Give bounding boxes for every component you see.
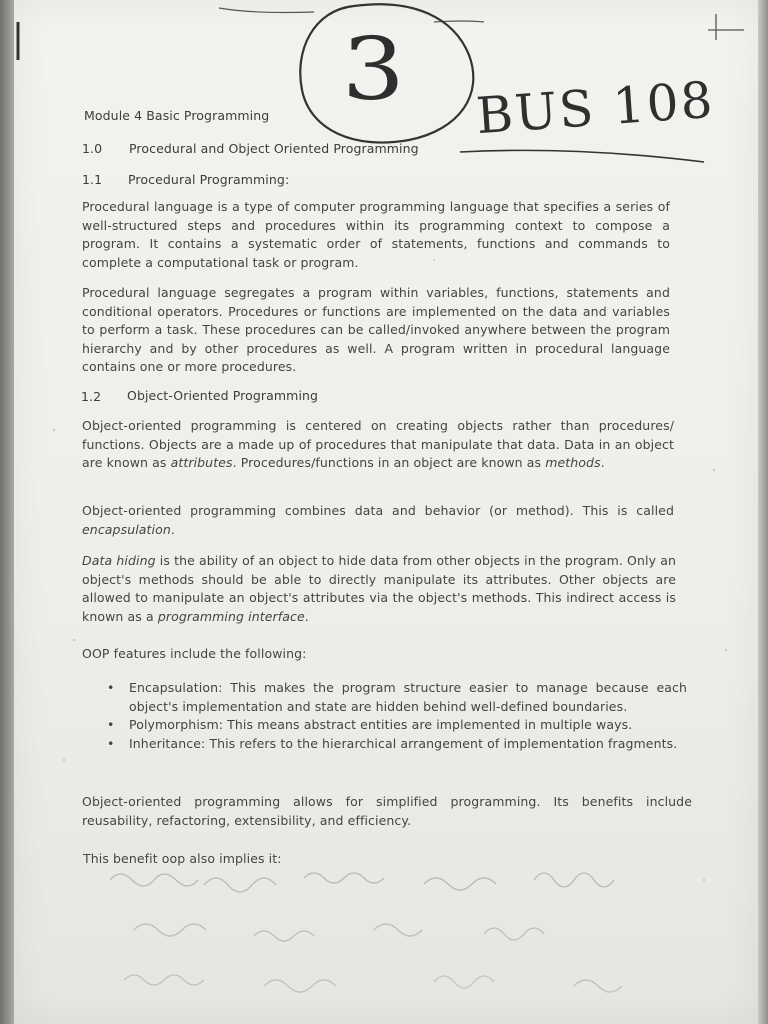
module-title: Module 4 Basic Programming (84, 108, 270, 123)
section-1-0-heading: Procedural and Object Oriented Programming (129, 141, 419, 156)
top-scribble-line (219, 8, 314, 13)
encapsulation-text-a: Object-oriented programming combines data and behavior (or method). This is called (82, 503, 674, 518)
oop-definition-text-c: . (600, 455, 605, 471)
paragraph-procedural-definition: Procedural language is a type of computer programming language that specifies a series of well-structured steps and procedures within its programming context to compose a program. It contains a systematic order of statements, functions and commands to complete a computational task or program. (82, 199, 670, 270)
term-programming-interface: programming interface (157, 608, 305, 624)
term-methods: methods (545, 455, 601, 471)
paragraph-oop-benefits: Object-oriented programming allows for simplified programming. Its benefits include reusability, refactoring, extensibility, and efficiency. (82, 794, 692, 828)
page-edge-right (758, 0, 768, 1024)
term-encapsulation: encapsulation (82, 521, 171, 537)
section-1-2-number: 1.2 (81, 389, 102, 404)
data-hiding-text-b: . (304, 608, 309, 624)
faint-handwriting-line-2 (134, 924, 544, 941)
oop-definition-text-b: . Procedures/functions in an object are known as (232, 455, 546, 471)
data-hiding-text-a: is the ability of an object to hide data from other objects in the program. Only an object's methods should be able to directly manipulate its attributes. Other objects are allowed to manipulate an object's attributes via the object's methods. This indirect access is known as a (82, 553, 676, 624)
term-attributes: attributes (170, 455, 233, 471)
course-code-handwritten: BUS 108 (474, 70, 717, 146)
encapsulation-text-b: . (170, 521, 175, 537)
hand-underline (460, 150, 704, 162)
circled-number: 3 (341, 20, 405, 120)
list-item: • Polymorphism: This means abstract entities are implemented in multiple ways. (129, 716, 687, 735)
paragraph-procedural-segregation: Procedural language segregates a program within variables, functions, statements and conditional operators. Procedures or functions are implemented on the data and variables to perform a task. These procedures can be called/invoked anywhere between the program hierarchy and by other procedures as well. A program written in procedural language contains one or more procedures. (82, 285, 670, 375)
paragraph-oop-definition (82, 417, 674, 473)
page-edge-left (0, 0, 14, 1024)
document-page (14, 0, 758, 1024)
list-item: • Inheritance: This refers to the hierarchical arrangement of implementation fragments. (129, 735, 687, 754)
paragraph-oop-features-intro: OOP features include the following: (82, 646, 307, 661)
section-1-2-heading: Object-Oriented Programming (127, 388, 319, 403)
paragraph-encapsulation (82, 502, 674, 539)
faint-handwriting-line-1 (110, 873, 614, 892)
faint-handwriting-line-3 (124, 975, 622, 992)
oop-features-list (129, 679, 687, 753)
section-1-1-number: 1.1 (82, 172, 103, 187)
paragraph-data-hiding (82, 552, 676, 626)
oop-definition-text-a: Object-oriented programming is centered on creating objects rather than procedures/ functions. Objects are a made up of procedures that manipulate that data. Data in an object are known as (82, 418, 674, 471)
section-1-0-number: 1.0 (82, 141, 103, 156)
section-1-1-heading: Procedural Programming: (128, 172, 290, 187)
paragraph-benefit-implies: This benefit oop also implies it: (83, 851, 282, 866)
list-item: • Encapsulation: This makes the program structure easier to manage because each object's implementation and state are hidden behind well-defined boundaries. (129, 679, 687, 716)
corner-mark (708, 14, 744, 40)
term-data-hiding: Data hiding (82, 553, 156, 568)
